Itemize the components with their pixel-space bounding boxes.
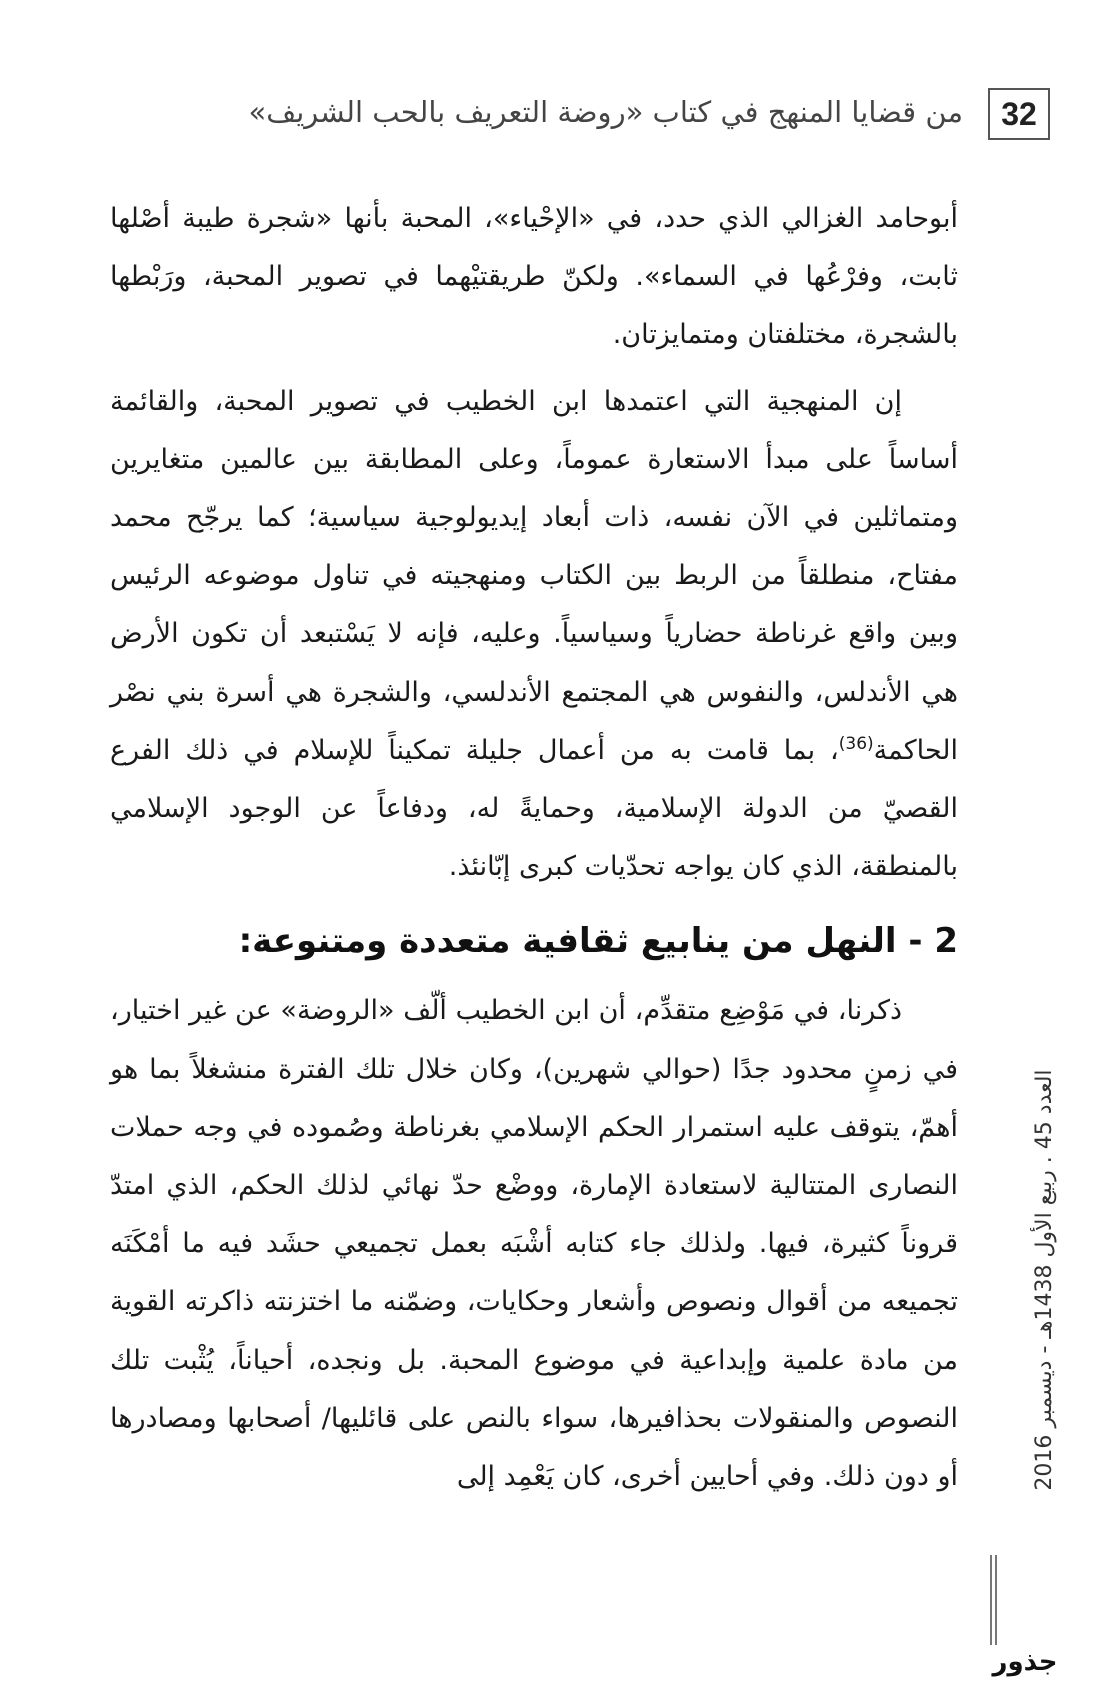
body-paragraph-2: [110, 373, 958, 897]
footnote-reference: (36): [838, 733, 874, 754]
journal-logo: جذور: [992, 1647, 1058, 1677]
paragraph-2-text: إن المنهجية التي اعتمدها ابن الخطيب في تصوير المحبة، والقائمة أساساً على مبدأ الاستعارة عموماً، وعلى المطابقة بين عالمين متغايرين ومتماثلين في الآن نفسه، ذات أبعاد إيديولوجية سياسية؛ كما يرجّح محمد مفتاح، منطلقاً من الربط بين الكتاب ومنهجيته في تناول موضوعه الرئيس وبين واقع غرناطة حضارياً وسياسياً. وعليه، فإنه لا يَسْتبعد أن تكون الأرض هي الأندلس، والنفوس هي المجتمع الأندلسي، والشجرة هي أسرة بني نصْر الحاكمة: [110, 385, 958, 766]
section-paragraph: ذكرنا، في مَوْضِع متقدِّم، أن ابن الخطيب ألّف «الروضة» عن غير اختيار، في زمنٍ محدود جدًا (حوالي شهرين)، وكان خلال تلك الفترة منشغلاً بما هو أهمّ، يتوقف عليه استمرار الحكم الإسلامي بغرناطة وصُموده في وجه حملات النصارى المتتالية لاستعادة الإمارة، ووضْع حدّ نهائي لذلك الحكم، الذي امتدّ قروناً كثيرة، فيها. ولذلك جاء كتابه أشْبَه بعمل تجميعي حشَد فيه ما أمْكَنَه تجميعه من أقوال ونصوص وأشعار وحكايات، وضمّنه ما اختزنته ذاكرته القوية من مادة علمية وإبداعية في موضوع المحبة. بل ونجده، أحياناً، يُثْبت تلك النصوص والمنقولات بحذافيرها، سواء بالنص على قائليها/ أصحابها ومصادرها أو دون ذلك. وفي أحايين أخرى، كان يَعْمِد إلى: [110, 995, 958, 1493]
issue-caption: العدد 45 . ربيع الأول 1438هـ - ديسمبر 2016: [1032, 1069, 1057, 1491]
page-number: 32: [988, 88, 1050, 140]
side-divider: [990, 1555, 997, 1645]
article-body: [110, 190, 958, 1506]
paragraph-2-continuation: ، بما قامت به من أعمال جليلة تمكيناً للإسلام في ذلك الفرع القصيّ من الدولة الإسلامية، وحمايةً له، ودفاعاً عن الوجود الإسلامي بالمنطقة، الذي كان يواجه تحدّيات كبرى إبّانئذ.: [110, 734, 958, 883]
section-heading: 2 - النهل من ينابيع ثقافية متعددة ومتنوعة:: [238, 921, 958, 962]
running-header: من قضايا المنهج في كتاب «روضة التعريف بالحب الشريف»: [248, 95, 963, 129]
body-paragraph-1: أبوحامد الغزالي الذي حدد، في «الإحْياء»، المحبة بأنها «شجرة طيبة أصْلها ثابت، وفرْعُها في السماء». ولكنّ طريقتيْهما في تصوير المحبة، ورَبْطها بالشجرة، مختلفتان ومتمايزتان.: [110, 203, 958, 351]
